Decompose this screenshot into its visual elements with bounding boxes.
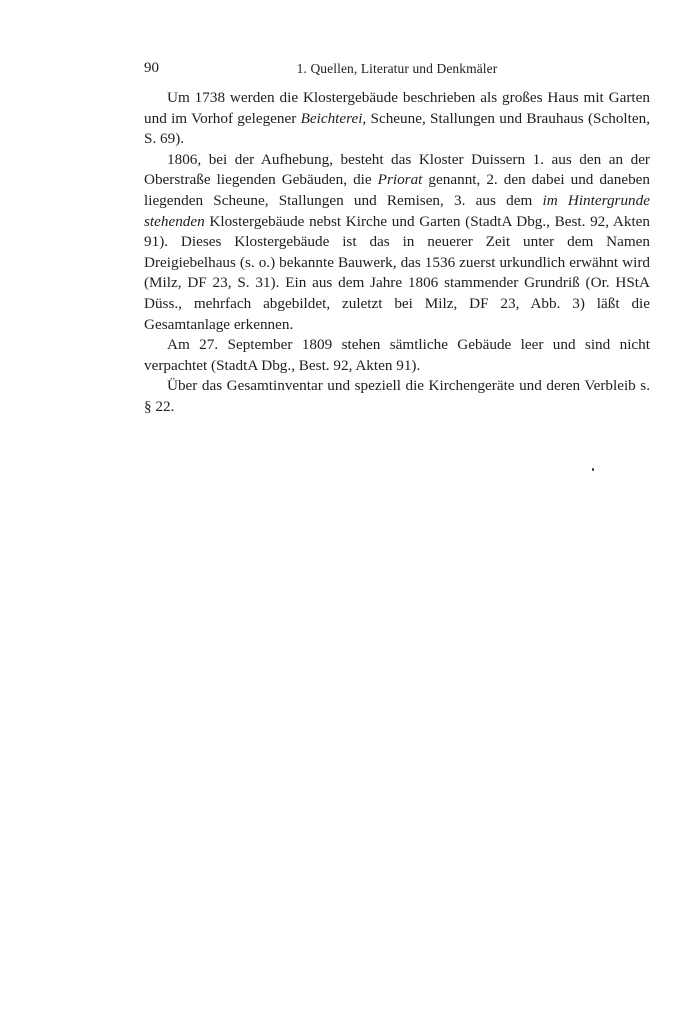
italic-term-beichterei: Beichterei, [300, 109, 367, 127]
text-run: 1806, bei der Aufhebung, besteht das Kloster Duissern 1. aus den an der Oberstraße liegenden Gebäuden, die [144, 150, 650, 189]
text-run: Über das Gesamtinventar und speziell die Kirchengeräte und deren Verbleib s. § 22. [144, 377, 650, 415]
text-run: Um 1738 werden die Klostergebäude beschrieben als großes Haus mit Garten und im Vorhof gelegener [144, 89, 650, 127]
paragraph-1 [144, 88, 650, 150]
paragraph-3 [144, 335, 650, 376]
page-number: 90 [144, 60, 159, 76]
body-text [144, 88, 650, 418]
text-run: Am 27. September 1809 stehen sämtliche Gebäude leer und sind nicht verpachtet (StadtA Dbg., Best. 92, Akten 91). [144, 336, 650, 374]
text-run: Scheune, Stallungen und Brauhaus (Scholten, S. 69). [144, 109, 650, 148]
paragraph-2 [144, 150, 650, 335]
text-run: genannt, 2. den dabei und daneben liegenden Scheune, Stallungen und Remisen, 3. aus dem [144, 171, 650, 209]
paragraph-4 [144, 376, 650, 417]
italic-term-priorat: Priorat [377, 171, 423, 189]
italic-phrase-hintergrunde: im Hintergrunde stehenden [144, 191, 650, 230]
page [144, 60, 650, 418]
scan-speck [592, 468, 594, 471]
page-header [144, 60, 650, 80]
running-head: 1. Quellen, Literatur und Denkmäler [296, 61, 498, 76]
text-run: Klostergebäude nebst Kirche und Garten (StadtA Dbg., Best. 92, Akten 91). Dieses Klostergebäude ist das in neuerer Zeit unter dem Namen Dreigiebelhaus (s. o.) bekannte Bauwerk, das 1536 zuerst urkundlich erwähnt wird (Milz, DF 23, S. 31). Ein aus dem Jahre 1806 stammender Grundriß (Or. HStA Düss., mehrfach abgebildet, zuletzt bei Milz, DF 23, Abb. 3) läßt die Gesamtanlage erkennen. [144, 212, 650, 333]
